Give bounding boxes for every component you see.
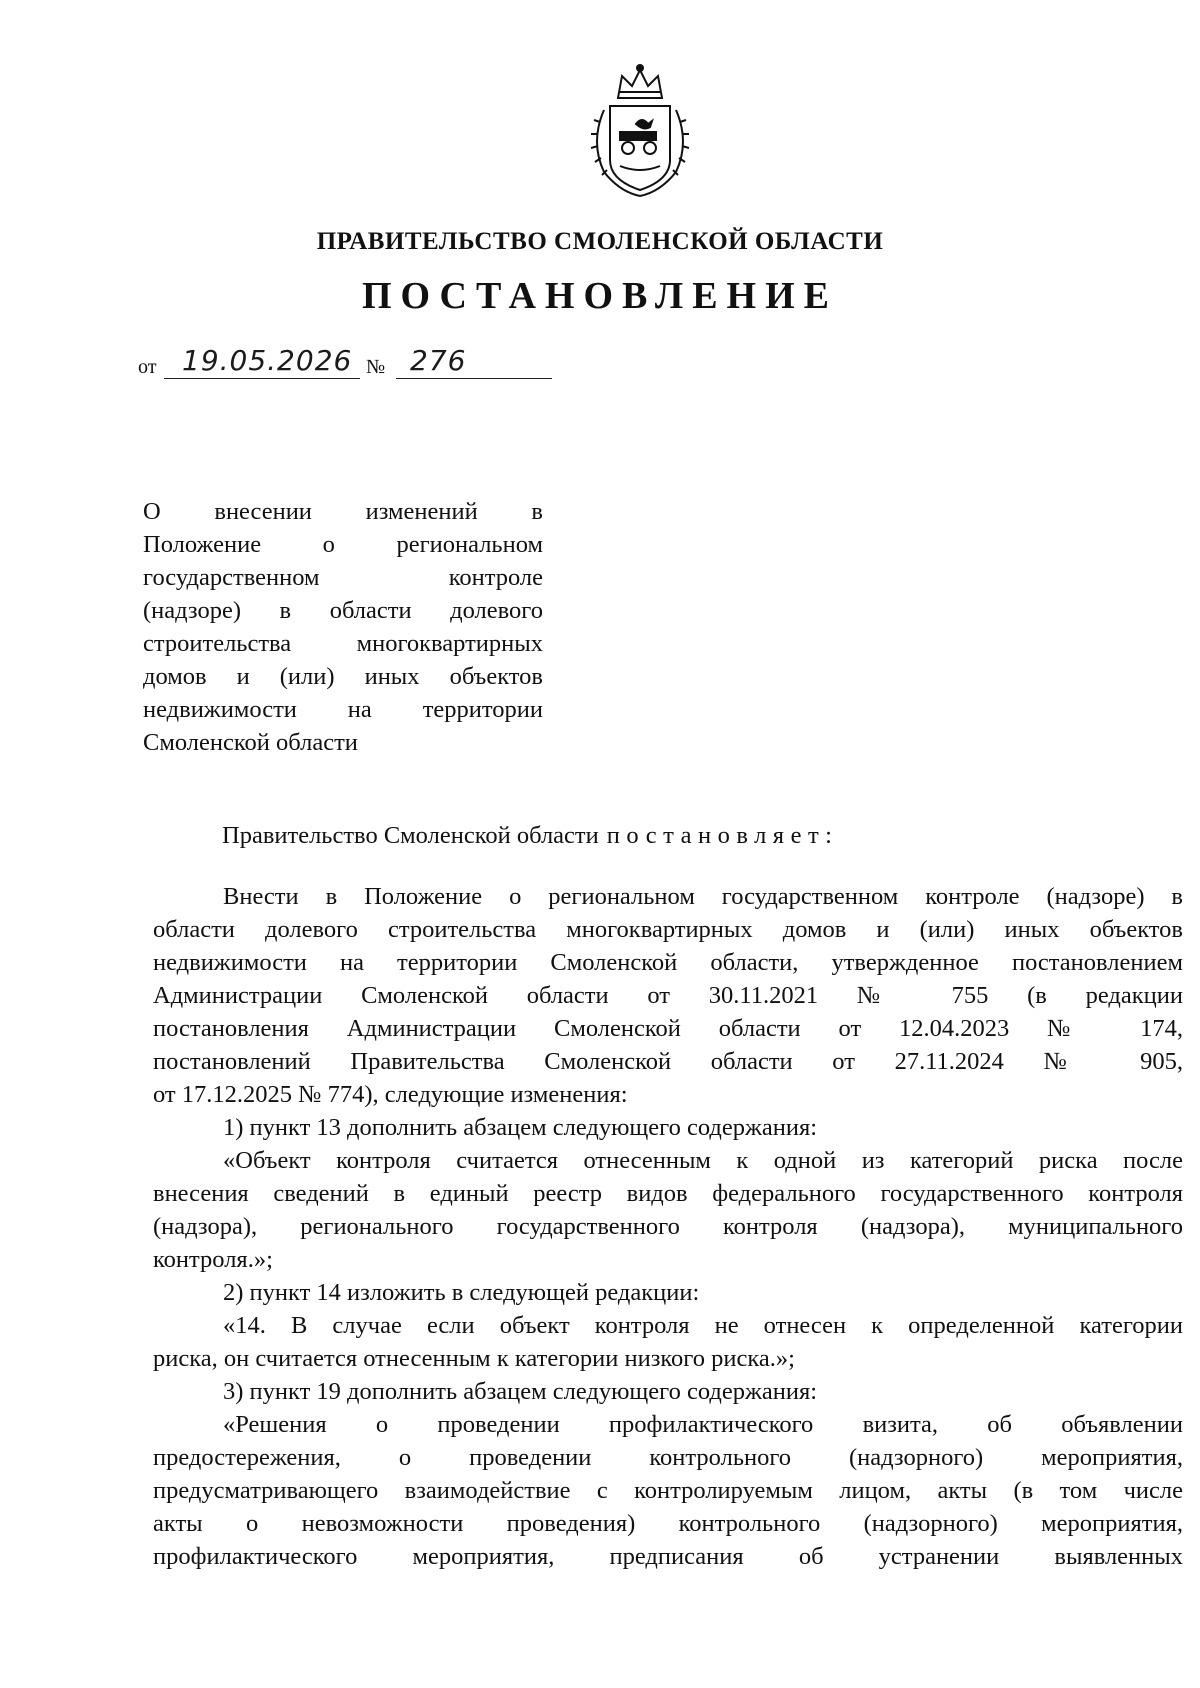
- body-line: «14. В случае если объект контроля не отнесен к определенной категории: [223, 1312, 1183, 1339]
- body-line: Администрации Смоленской области от 30.11.2021 № 755 (в редакции: [153, 982, 1183, 1009]
- subject-line: недвижимости на территории: [143, 696, 543, 723]
- body-line: недвижимости на территории Смоленской области, утвержденное постановлением: [153, 949, 1183, 976]
- government-title: ПРАВИТЕЛЬСТВО СМОЛЕНСКОЙ ОБЛАСТИ: [316, 228, 884, 255]
- date-number-line: [138, 344, 558, 380]
- from-label: от: [138, 356, 157, 378]
- body-line: профилактического мероприятия, предписания об устранении выявленных: [153, 1543, 1183, 1570]
- body-line: «Объект контроля считается отнесенным к одной из категорий риска после: [223, 1147, 1183, 1174]
- body-line: области долевого строительства многоквартирных домов и (или) иных объектов: [153, 916, 1183, 943]
- body-line: постановления Администрации Смоленской области от 12.04.2023 № 174,: [153, 1015, 1183, 1042]
- subject-line: (надзоре) в области долевого: [143, 597, 543, 624]
- body-line: внесения сведений в единый реестр видов федерального государственного контроля: [153, 1180, 1183, 1207]
- body-line: «Решения о проведении профилактического визита, об объявлении: [223, 1411, 1183, 1438]
- handwritten-number: 276: [410, 344, 467, 377]
- subject-line: Смоленской области: [143, 729, 358, 756]
- body-line: Внести в Положение о региональном государственном контроле (надзоре) в: [223, 883, 1183, 910]
- body-line: (надзора), регионального государственного контроля (надзора), муниципального: [153, 1213, 1183, 1240]
- smolensk-coat-of-arms-icon: [580, 62, 700, 202]
- number-label: №: [366, 356, 386, 378]
- decree-lead: Правительство Смоленской области: [222, 822, 599, 849]
- body-line: от 17.12.2025 № 774), следующие изменения:: [153, 1081, 628, 1108]
- body-line: риска, он считается отнесенным к категории низкого риска.»;: [153, 1345, 795, 1372]
- date-underline: [164, 378, 360, 379]
- document-type: ПОСТАНОВЛЕНИЕ: [361, 275, 839, 317]
- subject-line: домов и (или) иных объектов: [143, 663, 543, 690]
- body-text: [153, 880, 1183, 1573]
- subject-block: [143, 495, 543, 759]
- number-underline: [396, 378, 552, 379]
- body-line: акты о невозможности проведения) контрольного (надзорного) мероприятия,: [153, 1510, 1183, 1537]
- body-line: постановлений Правительства Смоленской области от 27.11.2024 № 905,: [153, 1048, 1183, 1075]
- body-line: 3) пункт 19 дополнить абзацем следующего содержания:: [223, 1378, 818, 1405]
- body-line: контроля.»;: [153, 1246, 273, 1273]
- subject-line: строительства многоквартирных: [143, 630, 543, 657]
- subject-line: Положение о региональном: [143, 531, 543, 558]
- body-line: предусматривающего взаимодействие с контролируемым лицом, акты (в том числе: [153, 1477, 1183, 1504]
- body-line: предостережения, о проведении контрольного (надзорного) мероприятия,: [153, 1444, 1183, 1471]
- body-line: 1) пункт 13 дополнить абзацем следующего содержания:: [223, 1114, 818, 1141]
- decree-verb: постановляет:: [606, 822, 839, 849]
- subject-line: государственном контроле: [143, 564, 543, 591]
- handwritten-date: 19.05.2026: [182, 344, 353, 377]
- decree-clause: [222, 822, 838, 850]
- subject-line: О внесении изменений в: [143, 498, 543, 525]
- body-line: 2) пункт 14 изложить в следующей редакции:: [223, 1279, 700, 1306]
